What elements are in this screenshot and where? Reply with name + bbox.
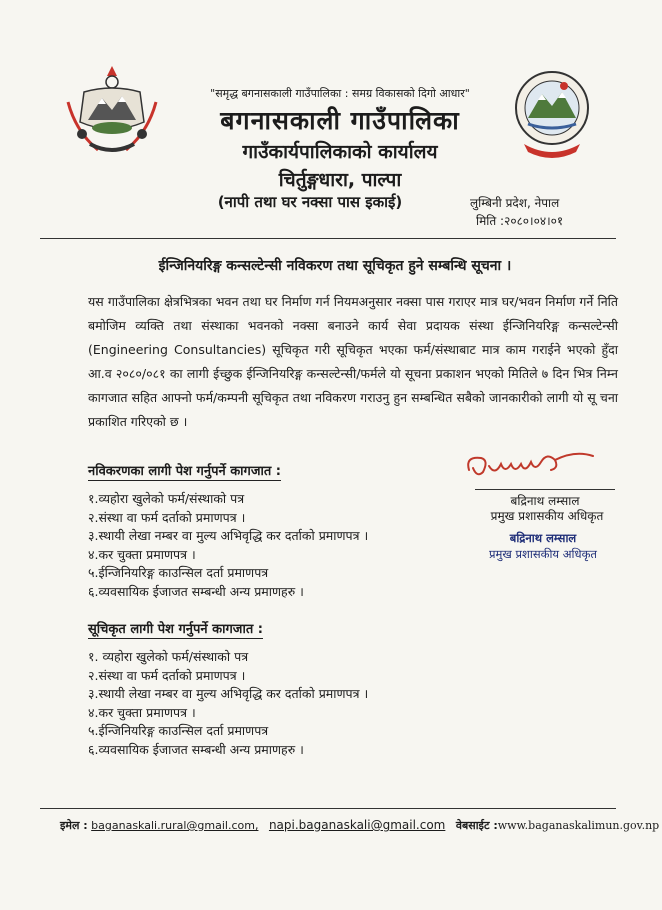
listing-section-title <box>88 618 263 637</box>
stamp-title: प्रमुख प्रशासकीय अधिकृत <box>489 547 597 561</box>
renewal-title: नविकरणका लागी पेश गर्नुपर्ने कागजात : <box>88 464 282 479</box>
list-item: ४.कर चुक्ता प्रमाणपत्र । <box>88 704 196 720</box>
email-link-2[interactable]: napi.baganaskali@gmail.com <box>268 818 446 832</box>
website-label: वेबसाईट : <box>455 819 498 832</box>
list-item: ३.स्थायी लेखा नम्बर वा मुल्य अभिवृद्धि कर दर्ताको प्रमाणपत्र । <box>88 686 369 701</box>
notice-body: यस गाउँपालिका क्षेत्रभित्रका भवन तथा घर निर्माण गर्न नियमअनुसार नक्सा पास गराएर मात्र घर/भवन निर्माण गर्ने निति बमोजिम व्यक्ति तथा संस्थाका भवनको नक्सा बनाउने कार्य सेवा प्रदायक संस्था ईन्जिनियरिङ्ग कन्सल्टेन्सी (Engineering Consultancies) सूचिकृत गरी सूचिकृत भएका फर्म/संस्थाबाट मात्र काम गराईने भएको हुँदा आ.व २०८०/०८१ का लागी ईच्छुक ईन्जिनियरिङ्ग कन्सल्टेन्सी/फर्मले यो सूचना प्रकाशन भएको मितिले ७ दिन भित्र निम्न कागजात सहित आफ्नो फर्म/कम्पनी सूचिकृत तथा नविकरण गराउनु हुन सम्बन्धित सबैको जानकारीको लागी यो सू चना प्रकाशित गरिएको छ । <box>88 294 618 429</box>
motto: "समृद्ध बगनासकाली गाउँपालिका : समग्र विकासको दिगो आधार" <box>210 87 470 100</box>
municipality-seal-icon <box>512 66 592 162</box>
list-item: १. व्यहोरा खुलेको फर्म/संस्थाको पत्र <box>88 649 249 664</box>
list-item: ४.कर चुक्ता प्रमाणपत्र । <box>88 546 196 562</box>
notice-subject: ईन्जिनियरिङ्ग कन्सल्टेन्सी नविकरण तथा सूचिकृत हुने सम्बन्धि सूचना । <box>158 258 512 274</box>
office-name: गाउँकार्यपालिकाको कार्यालय <box>242 141 438 163</box>
nepal-emblem-icon <box>62 62 162 158</box>
list-item: ५.ईन्जिनियरिङ्ग काउन्सिल दर्ता प्रमाणपत्र <box>88 565 269 580</box>
list-item: २.संस्था वा फर्म दर्ताको प्रमाणपत्र । <box>88 667 246 683</box>
org-name: बगनासकाली गाउँपालिका <box>220 106 460 135</box>
handwritten-signature <box>455 446 605 486</box>
footer <box>60 818 660 833</box>
official-stamp <box>468 530 618 562</box>
signatory-name: बद्रिनाथ लम्साल <box>475 489 615 509</box>
list-item: ३.स्थायी लेखा नम्बर वा मुल्य अभिवृद्धि कर दर्ताको प्रमाणपत्र । <box>88 528 369 543</box>
listing-title: सूचिकृत लागी पेश गर्नुपर्ने कागजात : <box>88 622 263 637</box>
renewal-list <box>88 490 468 601</box>
office-location: चिर्तुङ्गधारा, पाल्पा <box>278 169 402 191</box>
footer-divider <box>40 808 616 809</box>
list-item: ५.ईन्जिनियरिङ्ग काउन्सिल दर्ता प्रमाणपत्र <box>88 723 269 738</box>
unit-name: (नापी तथा घर नक्सा पास इकाई) <box>217 193 403 211</box>
renewal-section-title <box>88 460 281 479</box>
listing-list <box>88 648 488 759</box>
list-item: ६.व्यवसायिक ईजाजत सम्बन्धी अन्य प्रमाणहरु । <box>88 583 304 599</box>
signatory-title: प्रमुख प्रशासकीय अधिकृत <box>490 509 604 523</box>
province: लुम्बिनी प्रदेश, नेपाल <box>470 196 560 210</box>
notice-date: मिति :२०८०।०४।०१ <box>476 214 564 228</box>
email-label: इमेल : <box>60 819 88 832</box>
list-item: १.व्यहोरा खुलेको फर्म/संस्थाको पत्र <box>88 491 245 506</box>
email-link-1[interactable]: baganaskali.rural@gmail.com, <box>91 819 259 832</box>
list-item: २.संस्था वा फर्म दर्ताको प्रमाणपत्र । <box>88 509 246 525</box>
website-link[interactable]: www.baganaskalimun.gov.np <box>497 819 660 832</box>
list-item: ६.व्यवसायिक ईजाजत सम्बन्धी अन्य प्रमाणहरु । <box>88 741 304 757</box>
header-divider <box>40 238 616 239</box>
stamp-name: बद्रिनाथ लम्साल <box>509 531 577 545</box>
